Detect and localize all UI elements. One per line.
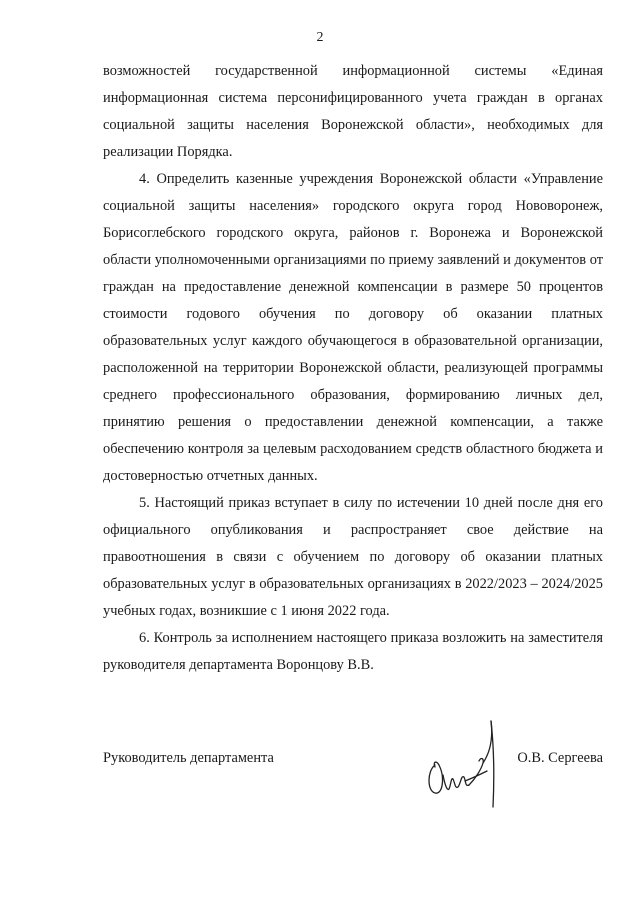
handwritten-signature (421, 715, 511, 810)
page-number: 2 (316, 30, 324, 45)
signature-block (103, 715, 603, 815)
document-body (103, 58, 603, 679)
signatory-name: О.В. Сергеева (517, 750, 603, 766)
paragraph-continuation: возможностей государственной информационной системы «Единая информационная система персонифицированного учета граждан в органах социальной защиты населения Воронежской области», необходимых для реализации Порядка. (103, 63, 603, 160)
signatory-title: Руководитель департамента (103, 750, 274, 766)
paragraph-item-6: 6. Контроль за исполнением настоящего приказа возложить на заместителя руководителя департамента Воронцову В.В. (103, 630, 603, 673)
paragraph-item-5: 5. Настоящий приказ вступает в силу по истечении 10 дней после дня его официального опубликования и распространяет свое действие на правоотношения в связи с обучением по договору об оказании платных образовательных услуг в образовательных организациях в 2022/2023 – 2024/2025 учебных годах, возникшие с 1 июня 2022 года. (103, 495, 603, 619)
paragraph-item-4: 4. Определить казенные учреждения Воронежской области «Управление социальной защиты населения» городского округа город Нововоронеж, Борисоглебского городского округа, районов г. Воронежа и Воронежской области уполномоченными организациями по приему заявлений и документов от граждан на предоставление денежной компенсации в размере 50 процентов стоимости годового обучения по договору об оказании платных образовательных услуг каждого обучающегося в образовательной организации, расположенной на территории Воронежской области, реализующей программы среднего профессионального образования, формированию личных дел, принятию решения о предоставлении денежной компенсации, а также обеспечению контроля за целевым расходованием средств областного бюджета и достоверностью отчетных данных. (103, 171, 603, 484)
